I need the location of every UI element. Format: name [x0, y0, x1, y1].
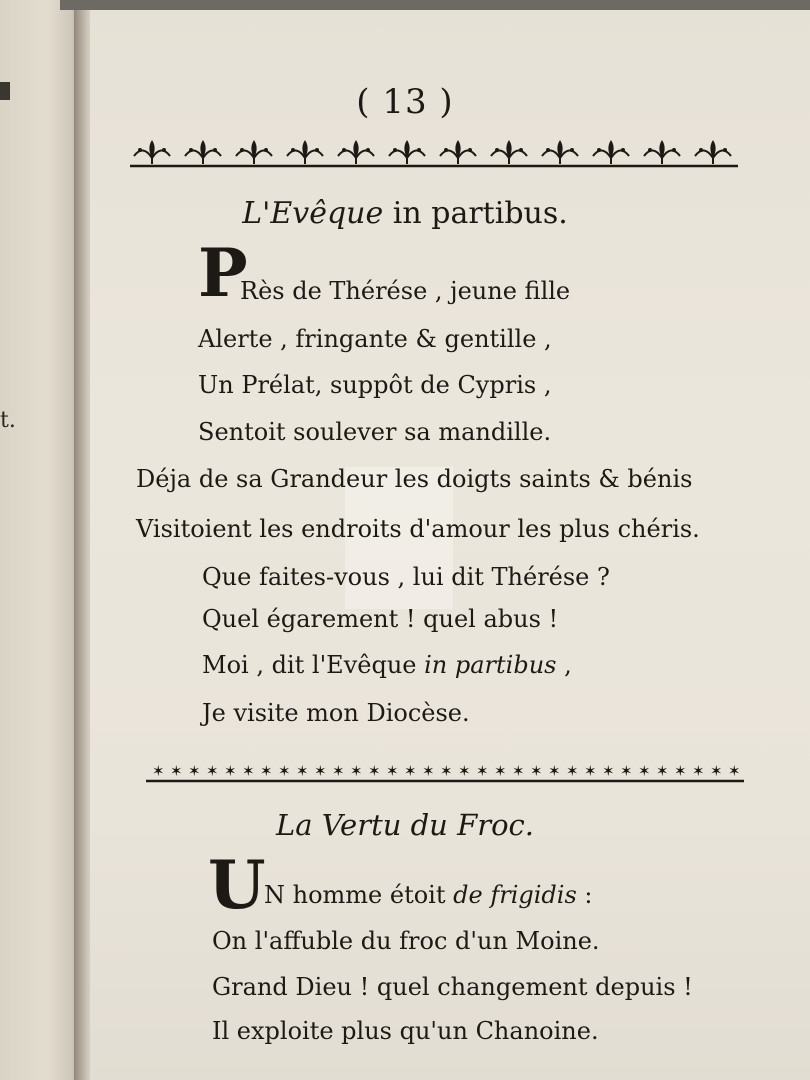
poem2-line-1-italic: de frigidis — [453, 881, 577, 909]
fleuron-icon — [440, 140, 476, 164]
page-top-edge — [60, 0, 810, 10]
poem1-drop-cap: P — [198, 234, 248, 312]
star-icon: ✶ — [296, 762, 309, 780]
star-icon: ✶ — [224, 762, 237, 780]
facing-page-edge — [0, 0, 84, 1080]
star-icon: ✶ — [728, 762, 741, 780]
facing-page-fragment: t. — [0, 408, 16, 433]
page-number: ( 13 ) — [356, 82, 454, 122]
fleuron-icon — [695, 140, 731, 164]
star-icon: ✶ — [638, 762, 651, 780]
fleuron-row — [134, 140, 731, 164]
poem1-line-10: Je visite mon Diocèse. — [202, 699, 470, 727]
poem2-line-1-pre: N homme étoit — [264, 881, 454, 909]
star-icon: ✶ — [548, 762, 561, 780]
fleuron-icon — [593, 140, 629, 164]
star-icon: ✶ — [242, 762, 255, 780]
fleuron-icon — [542, 140, 578, 164]
poem2-line-2: On l'affuble du froc d'un Moine. — [212, 927, 600, 955]
fleuron-icon — [134, 140, 170, 164]
fleuron-icon — [236, 140, 272, 164]
star-icon: ✶ — [656, 762, 669, 780]
poem1-line-1: Rès de Thérése , jeune fille — [240, 277, 571, 305]
poem1-title-italic: L'Evêque — [242, 196, 384, 231]
poem2-line-4: Il exploite plus qu'un Chanoine. — [212, 1017, 599, 1045]
star-icon: ✶ — [152, 762, 165, 780]
poem1-line-3: Un Prélat, suppôt de Cypris , — [198, 371, 552, 399]
fleuron-icon — [389, 140, 425, 164]
star-icon: ✶ — [422, 762, 435, 780]
star-icon: ✶ — [206, 762, 219, 780]
star-icon: ✶ — [530, 762, 543, 780]
poem1-line-4: Sentoit soulever sa mandille. — [198, 418, 552, 446]
poem1-line-9 — [202, 650, 572, 680]
star-icon: ✶ — [188, 762, 201, 780]
star-icon: ✶ — [332, 762, 345, 780]
star-icon: ✶ — [260, 762, 273, 780]
poem1-line-9-pre: Moi , dit l'Evêque — [202, 651, 425, 679]
star-icon: ✶ — [404, 762, 417, 780]
poem2-line-1-post: : — [576, 881, 593, 909]
star-icon: ✶ — [386, 762, 399, 780]
top-ornament — [130, 134, 738, 170]
fleuron-icon — [185, 140, 221, 164]
star-icon: ✶ — [440, 762, 453, 780]
fleuron-icon — [644, 140, 680, 164]
star-row — [152, 762, 741, 780]
poem1-line-2: Alerte , fringante & gentille , — [198, 325, 552, 353]
star-icon: ✶ — [170, 762, 183, 780]
poem1-line-7: Que faites-vous , lui dit Thérése ? — [202, 563, 610, 591]
star-icon: ✶ — [350, 762, 363, 780]
poem2-title: La Vertu du Froc. — [276, 808, 534, 842]
star-icon: ✶ — [368, 762, 381, 780]
poem2-line-3: Grand Dieu ! quel changement depuis ! — [212, 973, 693, 1001]
poem1-line-6: Visitoient les endroits d'amour les plus chéris. — [136, 515, 700, 543]
star-icon: ✶ — [512, 762, 525, 780]
fleuron-icon — [287, 140, 323, 164]
fleuron-icon — [338, 140, 374, 164]
star-icon: ✶ — [602, 762, 615, 780]
star-icon: ✶ — [494, 762, 507, 780]
star-icon: ✶ — [476, 762, 489, 780]
star-icon: ✶ — [584, 762, 597, 780]
poem2-line-1 — [264, 880, 592, 910]
star-icon: ✶ — [692, 762, 705, 780]
poem1-line-8: Quel égarement ! quel abus ! — [202, 605, 559, 633]
middle-ornament — [146, 760, 744, 786]
poem2-drop-cap: U — [208, 846, 266, 924]
star-icon: ✶ — [458, 762, 471, 780]
star-icon: ✶ — [710, 762, 723, 780]
star-icon: ✶ — [278, 762, 291, 780]
poem1-line-9-italic: in partibus — [424, 651, 557, 679]
star-icon: ✶ — [674, 762, 687, 780]
poem1-title-rest: in partibus. — [383, 196, 568, 231]
star-icon: ✶ — [620, 762, 633, 780]
fleuron-icon — [491, 140, 527, 164]
star-icon: ✶ — [314, 762, 327, 780]
star-icon: ✶ — [566, 762, 579, 780]
poem1-title — [0, 196, 810, 231]
poem1-line-5: Déja de sa Grandeur les doigts saints & bénis — [136, 465, 693, 493]
poem1-line-9-post: , — [556, 651, 572, 679]
